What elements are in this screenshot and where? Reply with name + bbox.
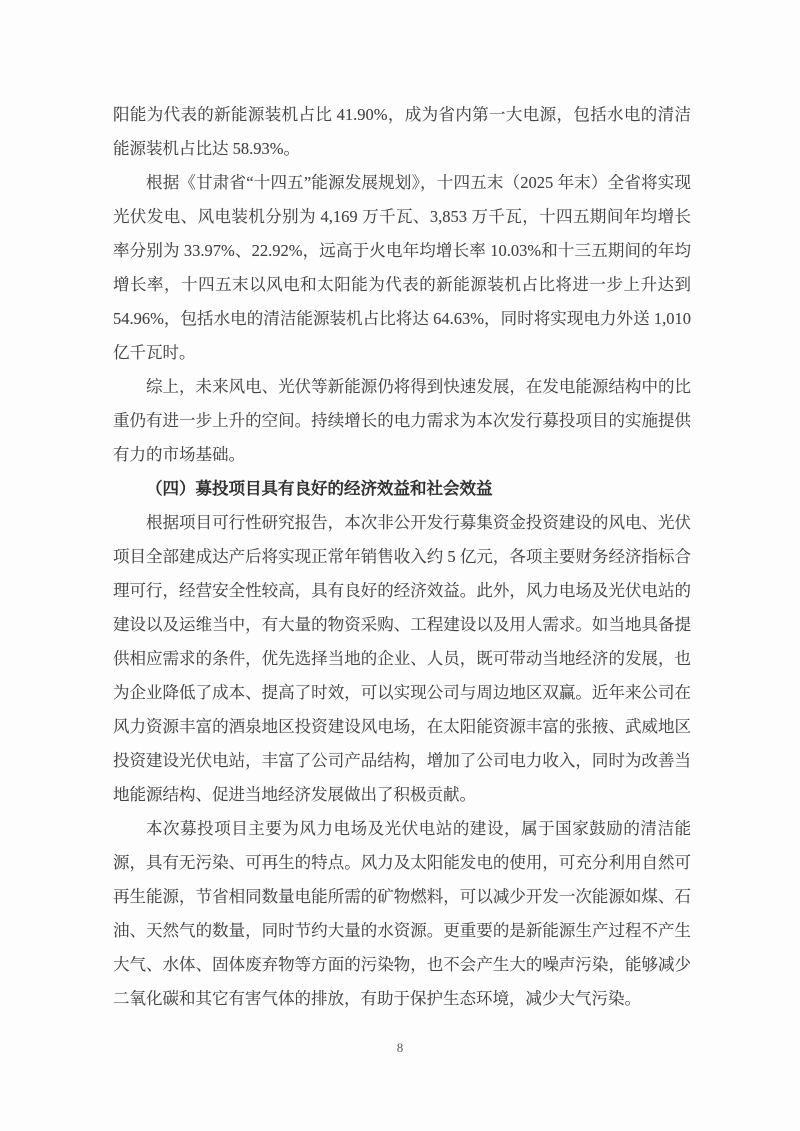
text-line: 阳能为代表的新能源装机占比 41.90%，成为省内第一大电源，包括水电的清洁 [113, 105, 691, 124]
text-line: 重仍有进一步上升的空间。持续增长的电力需求为本次发行募投项目的实施提供 [113, 411, 691, 430]
text-line: 综上，未来风电、光伏等新能源仍将得到快速发展，在发电能源结构中的比 [146, 377, 691, 396]
text-line: 供相应需求的条件，优先选择当地的企业、人员，既可带动当地经济的发展，也 [113, 649, 691, 668]
text-line: 本次募投项目主要为风力电场及光伏电站的建设，属于国家鼓励的清洁能 [146, 819, 691, 838]
document-body [113, 98, 691, 1016]
text-line: 投资建设光伏电站，丰富了公司产品结构，增加了公司电力收入，同时为改善当 [113, 751, 691, 770]
paragraph-summary-market-basis [113, 370, 691, 472]
text-line: 根据《甘肃省“十四五”能源发展规划》，十四五末（2025 年末）全省将实现 [146, 173, 691, 192]
text-line: 油、天然气的数量，同时节约大量的水资源。更重要的是新能源生产过程不产生 [113, 921, 691, 940]
text-line: 为企业降低了成本、提高了时效，可以实现公司与周边地区双赢。近年来公司在 [113, 683, 691, 702]
text-line: 亿千瓦时。 [113, 343, 196, 362]
text-line: 增长率，十四五末以风电和太阳能为代表的新能源装机占比将进一步上升达到 [113, 275, 691, 294]
text-line: 54.96%，包括水电的清洁能源装机占比将达 64.63%，同时将实现电力外送 1,010 [113, 309, 691, 328]
text-line: 大气、水体、固体废弃物等方面的污染物，也不会产生大的噪声污染，能够减少 [113, 955, 691, 974]
page-number: 8 [396, 1040, 404, 1055]
text-line: 地能源结构、促进当地经济发展做出了积极贡献。 [113, 785, 476, 804]
text-line: 源，具有无污染、可再生的特点。风力及太阳能发电的使用，可充分利用自然可 [113, 853, 691, 872]
text-line: 率分别为 33.97%、22.92%，远高于火电年均增长率 10.03%和十三五期间的年均 [113, 241, 691, 260]
heading-line: （四）募投项目具有良好的经济效益和社会效益 [146, 479, 493, 498]
text-line: 建设以及运维当中，有大量的物资采购、工程建设以及用人需求。如当地具备提 [113, 615, 691, 634]
text-line: 能源装机占比达 58.93%。 [113, 139, 300, 158]
paragraph-clean-energy-environmental-benefits [113, 812, 691, 1016]
text-line: 根据项目可行性研究报告，本次非公开发行募集资金投资建设的风电、光伏 [146, 513, 691, 532]
text-line: 项目全部建成达产后将实现正常年销售收入约 5 亿元，各项主要财务经济指标合 [113, 547, 691, 566]
paragraph-feasibility-economic-benefits [113, 506, 691, 812]
text-line: 理可行，经营安全性较高，具有良好的经济效益。此外，风力电场及光伏电站的 [113, 581, 691, 600]
paragraph-gansu-14th-five-year-plan [113, 166, 691, 370]
text-line: 光伏发电、风电装机分别为 4,169 万千瓦、3,853 万千瓦，十四五期间年均增长 [113, 207, 691, 226]
paragraph-continuation-installed-capacity [113, 98, 691, 166]
text-line: 有力的市场基础。 [113, 445, 245, 464]
text-line: 二氧化碳和其它有害气体的排放，有助于保护生态环境，减少大气污染。 [113, 989, 641, 1008]
text-line: 风力资源丰富的酒泉地区投资建设风电场，在太阳能资源丰富的张掖、武威地区 [113, 717, 691, 736]
heading-section-4-economic-social-benefits [113, 472, 691, 506]
text-line: 再生能源，节省相同数量电能所需的矿物燃料，可以减少开发一次能源如煤、石 [113, 887, 691, 906]
